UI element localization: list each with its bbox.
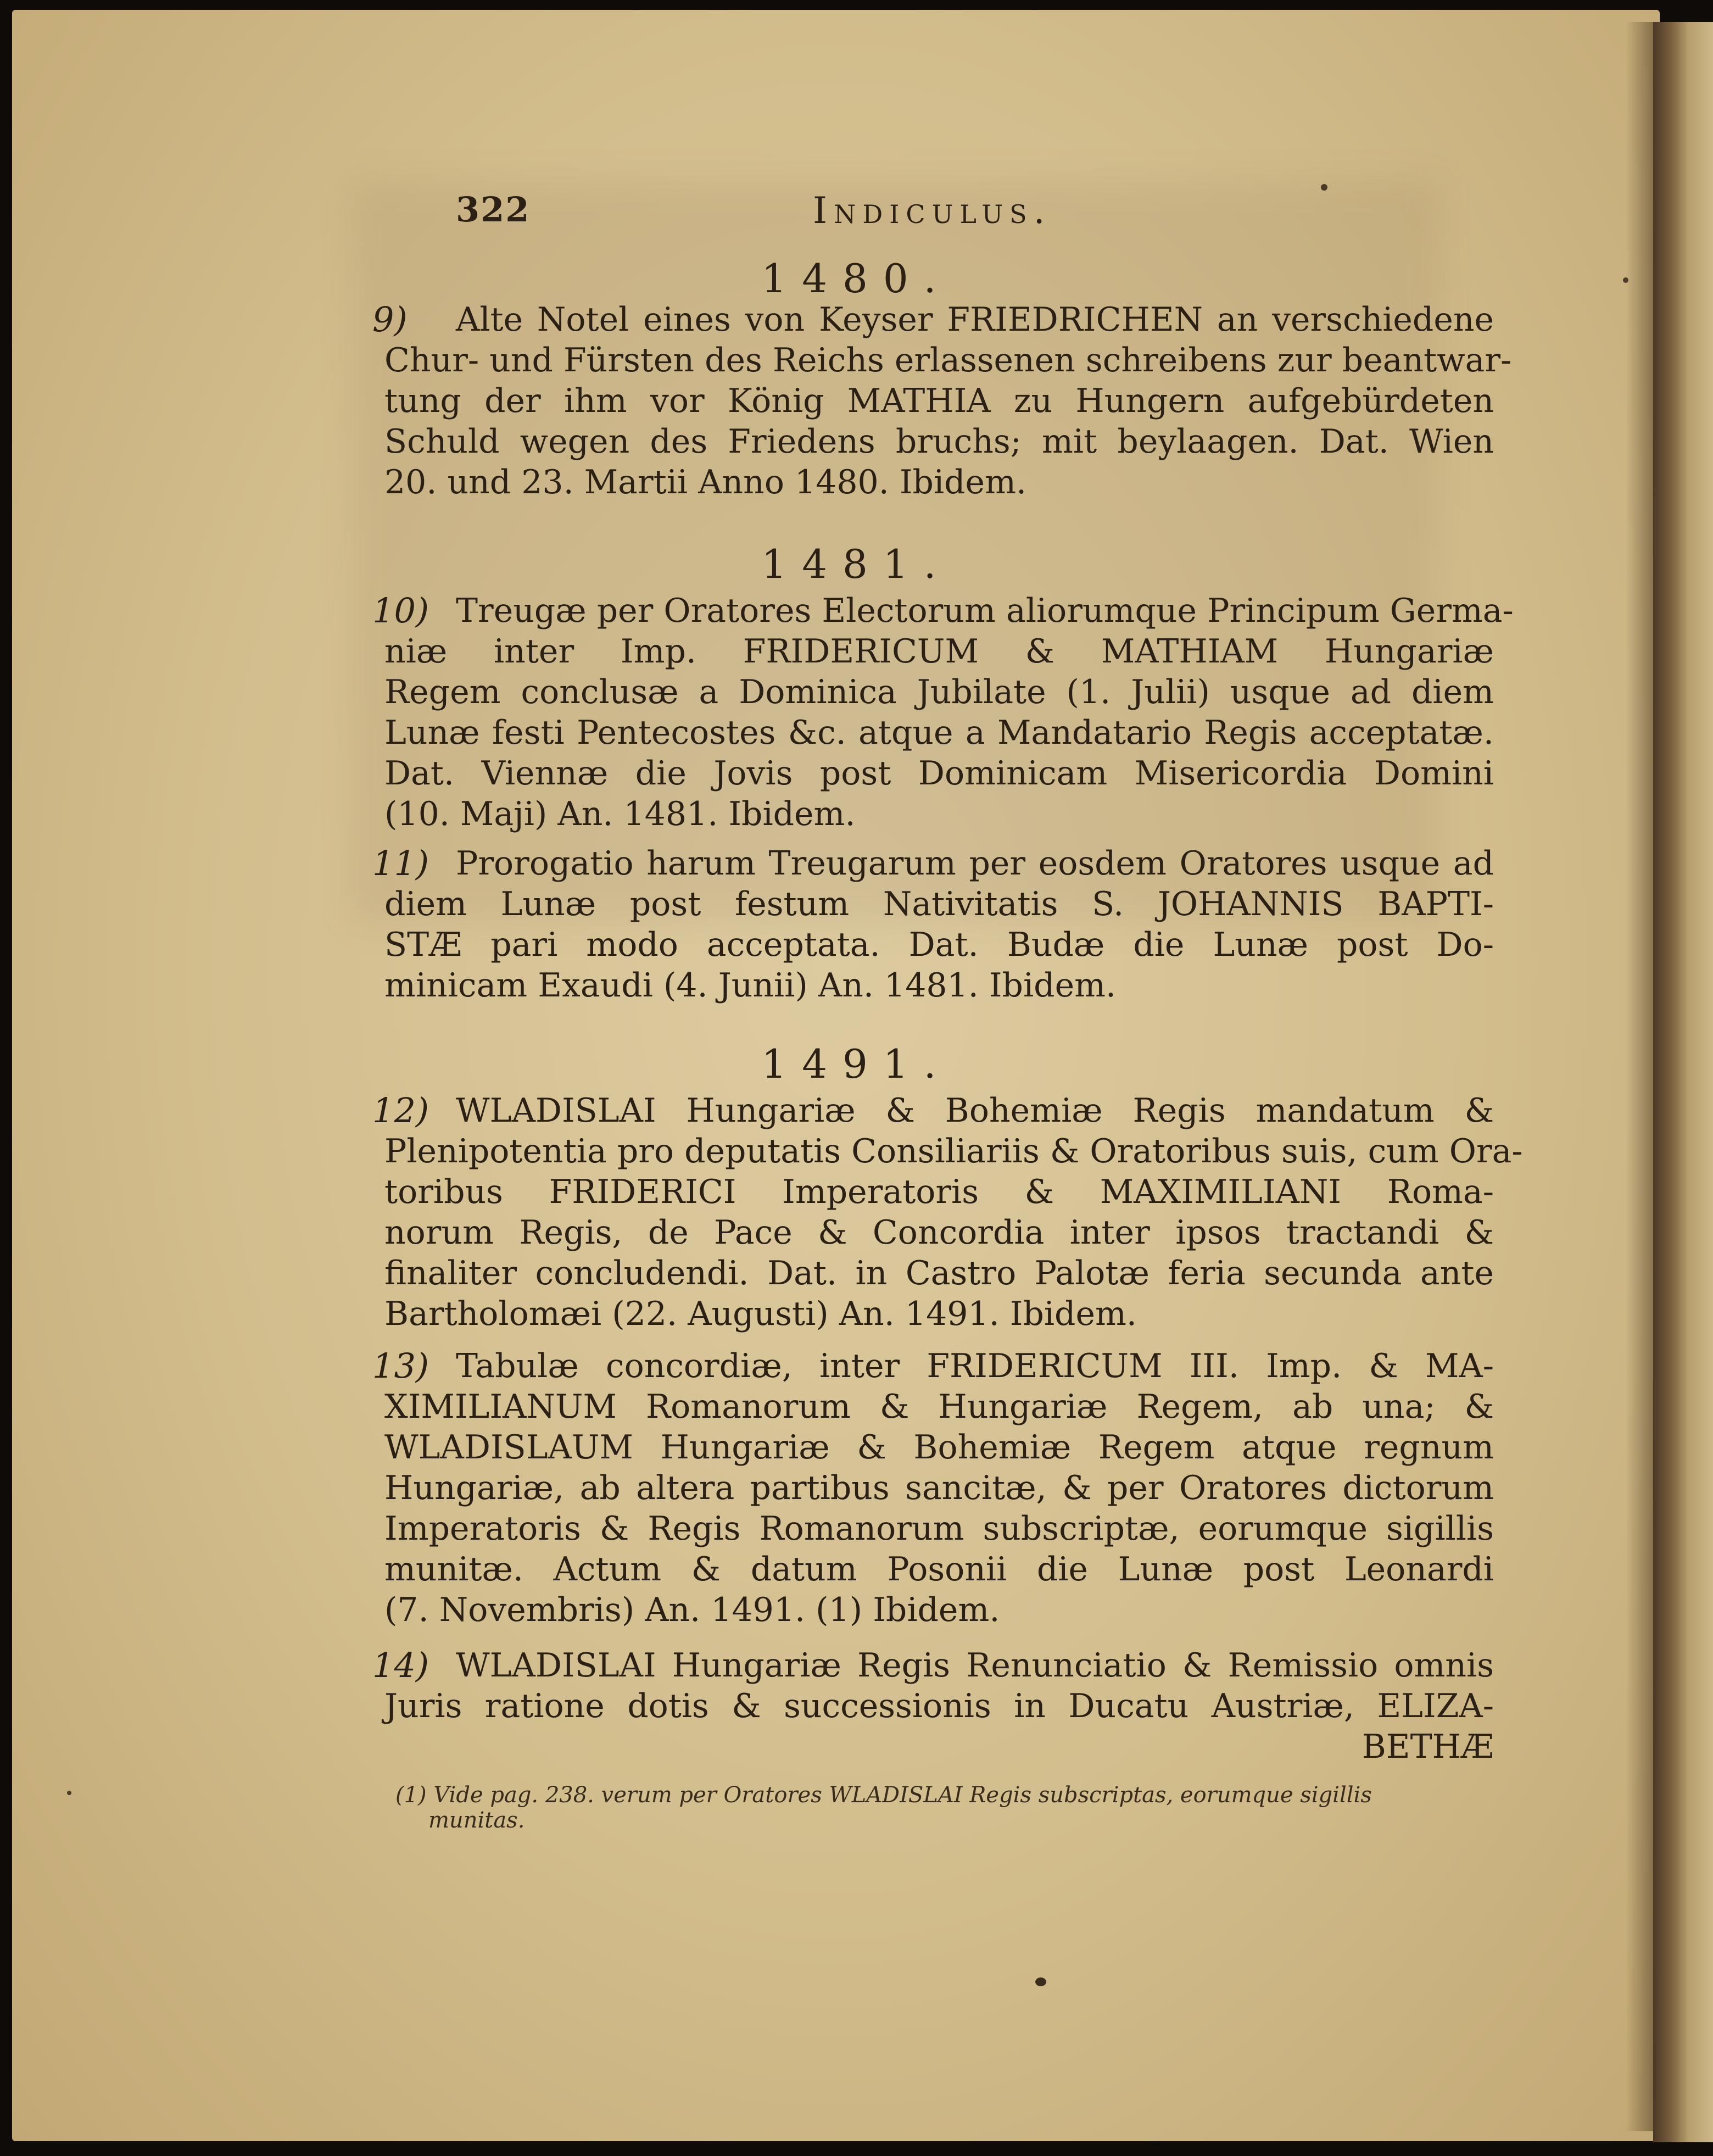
entry-line: Alte Notel eines von Keyser FRIEDRICHEN an verschiedene — [456, 300, 1494, 339]
entry-11 — [372, 843, 1494, 1006]
entry-line: norum Regis, de Pace & Concordia inter ipsos tractandi & — [384, 1213, 1494, 1252]
entry-line: (7. Novembris) An. 1491. (1) Ibidem. — [384, 1591, 1000, 1629]
entry-line: Plenipotentia pro deputatis Consiliariis & Oratoribus suis, cum Ora- — [384, 1132, 1523, 1171]
entry-10 — [372, 590, 1514, 834]
year-heading-1480: 1480. — [761, 255, 952, 302]
paper-speck — [1623, 277, 1628, 283]
entry-line: WLADISLAUM Hungariæ & Bohemiæ Regem atque regnum — [384, 1428, 1494, 1467]
entry-line: Tabulæ concordiæ, inter FRIDERICUM III. Imp. & MA- — [456, 1347, 1494, 1385]
entry-line: Juris ratione dotis & successionis in Ducatu Austriæ, ELIZA- — [384, 1687, 1494, 1725]
ink-blot — [1035, 1977, 1046, 1986]
entry-line: niæ inter Imp. FRIDERICUM & MATHIAM Hungariæ — [384, 632, 1494, 671]
entry-line: minicam Exaudi (4. Junii) An. 1481. Ibidem. — [384, 966, 1117, 1005]
entry-line: tung der ihm vor König MATHIA zu Hungern aufgebürdeten — [384, 382, 1494, 420]
entry-9 — [372, 299, 1512, 503]
entry-line: Regem conclusæ a Dominica Jubilate (1. Julii) usque ad diem — [384, 673, 1494, 711]
page-number: 322 — [456, 190, 531, 230]
running-head — [0, 190, 1713, 239]
entry-line: Imperatoris & Regis Romanorum subscriptæ, eorumque sigillis — [384, 1509, 1494, 1548]
paper-speck — [1321, 184, 1327, 191]
entry-line: BETHÆ — [1362, 1728, 1494, 1766]
entry-line: Prorogatio harum Treugarum per eosdem Oratores usque ad — [456, 844, 1494, 883]
entry-line: Bartholomæi (22. Augusti) An. 1491. Ibidem. — [384, 1295, 1137, 1333]
entry-13 — [372, 1346, 1494, 1630]
entry-number: 12) — [372, 1090, 429, 1130]
entry-line: Lunæ festi Pentecostes &c. atque a Mandatario Regis acceptatæ. — [384, 714, 1494, 752]
footnote — [395, 1782, 1472, 1833]
entry-line: Schuld wegen des Friedens bruchs; mit beylaagen. Dat. Wien — [384, 422, 1494, 461]
page-title: Indiculus. — [813, 190, 1052, 232]
entry-line: munitæ. Actum & datum Posonii die Lunæ post Leonardi — [384, 1550, 1494, 1589]
entry-number: 11) — [372, 843, 429, 883]
entry-line: finaliter concludendi. Dat. in Castro Palotæ feria secunda ante — [384, 1254, 1494, 1293]
footnote-line: munitas. — [428, 1808, 525, 1833]
entry-line: STÆ pari modo acceptata. Dat. Budæ die Lunæ post Do- — [384, 926, 1494, 964]
entry-line: Dat. Viennæ die Jovis post Dominicam Misericordia Domini — [384, 754, 1494, 793]
year-heading-1481: 1481. — [761, 541, 952, 587]
entry-number: 9) — [372, 299, 408, 339]
entry-number: 14) — [372, 1645, 429, 1685]
entry-12 — [372, 1090, 1523, 1334]
entry-line: Treugæ per Oratores Electorum aliorumque Principum Germa- — [456, 592, 1514, 630]
entry-number: 10) — [372, 590, 429, 631]
entry-line: Chur- und Fürsten des Reichs erlassenen schreibens zur beantwar- — [384, 341, 1512, 380]
entry-line: 20. und 23. Martii Anno 1480. Ibidem. — [384, 463, 1027, 502]
entry-number: 13) — [372, 1346, 429, 1386]
entry-line: WLADISLAI Hungariæ & Bohemiæ Regis mandatum & — [456, 1091, 1494, 1130]
entry-line: (10. Maji) An. 1481. Ibidem. — [384, 795, 856, 833]
paper-speck — [67, 1791, 71, 1795]
year-heading-1491: 1491. — [761, 1041, 952, 1087]
footnote-line: (1) Vide pag. 238. verum per Oratores WLADISLAI Regis subscriptas, eorumque sigillis — [395, 1782, 1372, 1808]
entry-line: WLADISLAI Hungariæ Regis Renunciatio & Remissio omnis — [456, 1646, 1494, 1685]
entry-line: diem Lunæ post festum Nativitatis S. JOHANNIS BAPTI- — [384, 885, 1494, 923]
entry-line: XIMILIANUM Romanorum & Hungariæ Regem, ab una; & — [384, 1388, 1494, 1426]
entry-line: toribus FRIDERICI Imperatoris & MAXIMILIANI Roma- — [384, 1173, 1494, 1211]
entry-14 — [372, 1645, 1494, 1767]
entry-line: Hungariæ, ab altera partibus sancitæ, & per Oratores dictorum — [384, 1469, 1494, 1507]
